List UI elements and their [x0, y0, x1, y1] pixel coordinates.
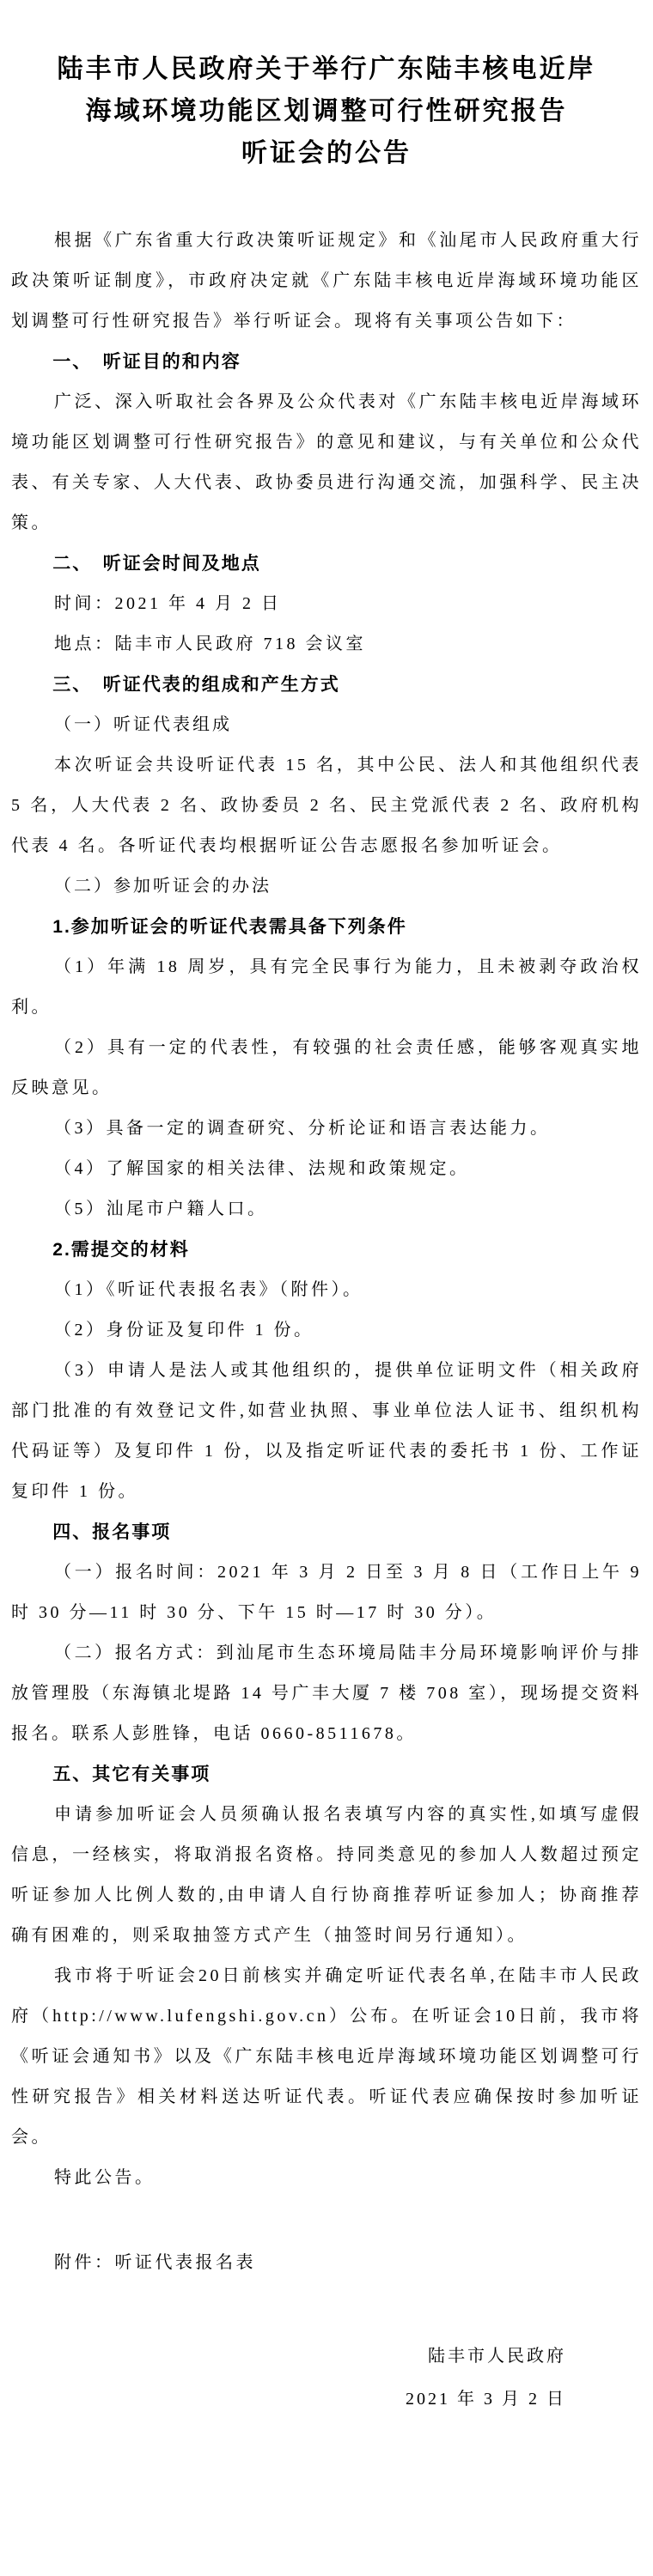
title-line-1: 陆丰市人民政府关于举行广东陆丰核电近岸 — [57, 55, 596, 83]
registration-time-paragraph: （一）报名时间：2021 年 3 月 2 日至 3 月 8 日（工作日上午 9 时 30 分—11 时 30 分、下午 15 时—17 时 30 分）。 — [11, 1563, 642, 1622]
signature-block — [11, 2335, 642, 2421]
other-matters-paragraph-1: 申请参加听证会人员须确认报名表填写内容的真实性,如填写虚假信息，一经核实，将取消报名资格。持同类意见的参加人人数超过预定听证参加人比例人数的,由申请人自行协商推荐听证参加人；协商推荐确有困难的，则采取抽签方式产生（抽签时间另行通知）。 — [11, 1805, 642, 1945]
signature-date: 2021 年 3 月 2 日 — [406, 2390, 566, 2409]
section-5-heading: 五、其它有关事项 — [52, 1765, 211, 1784]
section-3-heading: 三、 听证代表的组成和产生方式 — [52, 675, 340, 695]
participation-method-heading: （二）参加听证会的办法 — [54, 877, 272, 896]
rep-composition-heading: （一）听证代表组成 — [54, 715, 232, 734]
rep-composition-paragraph: 本次听证会共设听证代表 15 名，其中公民、法人和其他组织代表 5 名，人大代表 2 名、政协委员 2 名、民主党派代表 2 名、政府机构代表 4 名。各听证代表均根据听证公告志愿报名参加听证会。 — [11, 756, 642, 855]
condition-item-3: （3）具备一定的调查研究、分析论证和语言表达能力。 — [54, 1119, 551, 1138]
title-line-3: 听证会的公告 — [241, 139, 412, 167]
material-item-3: （3）申请人是法人或其他组织的，提供单位证明文件（相关政府部门批准的有效登记文件,如营业执照、事业单位法人证书、组织机构代码证等）及复印件 1 份，以及指定听证代表的委托书 1 份、工作证复印件 1 份。 — [11, 1361, 642, 1501]
other-matters-paragraph-2: 我市将于听证会20日前核实并确定听证代表名单,在陆丰市人民政府（http://www.lufengshi.gov.cn）公布。在听证会10日前，我市将《听证会通知书》以及《广东陆丰核电近岸海域环境功能区划调整可行性研究报告》相关材料送达听证代表。听证代表应确保按时参加听证会。 — [11, 1966, 642, 2147]
material-item-2: （2）身份证及复印件 1 份。 — [54, 1321, 314, 1340]
conditions-heading: 1.参加听证会的听证代表需具备下列条件 — [52, 917, 407, 937]
hearing-venue: 地点：陆丰市人民政府 718 会议室 — [54, 635, 366, 653]
section-4-heading: 四、报名事项 — [52, 1522, 172, 1542]
condition-item-4: （4）了解国家的相关法律、法规和政策规定。 — [54, 1159, 470, 1178]
title-line-2: 海域环境功能区划调整可行性研究报告 — [85, 97, 568, 125]
notice-title — [11, 48, 642, 174]
condition-item-5: （5）汕尾市户籍人口。 — [54, 1200, 268, 1218]
signature-issuer: 陆丰市人民政府 — [428, 2347, 566, 2366]
condition-item-1: （1）年满 18 周岁，具有完全民事行为能力，且未被剥夺政治权利。 — [11, 957, 642, 1017]
closing-statement: 特此公告。 — [54, 2168, 156, 2187]
materials-heading: 2.需提交的材料 — [52, 1240, 190, 1260]
intro-paragraph: 根据《广东省重大行政决策听证规定》和《汕尾市人民政府重大行政决策听证制度》，市政府决定就《广东陆丰核电近岸海域环境功能区划调整可行性研究报告》举行听证会。现将有关事项公告如下： — [11, 231, 642, 331]
registration-method-paragraph: （二）报名方式：到汕尾市生态环境局陆丰分局环境影响评价与排放管理股（东海镇北堤路 14 号广丰大厦 7 楼 708 室），现场提交资料报名。联系人彭胜锋，电话 0660-8511678。 — [11, 1643, 642, 1743]
condition-item-2: （2）具有一定的代表性，有较强的社会责任感，能够客观真实地反映意见。 — [11, 1038, 642, 1097]
hearing-time: 时间：2021 年 4 月 2 日 — [54, 594, 282, 613]
section-2-heading: 二、 听证会时间及地点 — [52, 554, 261, 574]
section-1-purpose-paragraph: 广泛、深入听取社会各界及公众代表对《广东陆丰核电近岸海域环境功能区划调整可行性研究报告》的意见和建议，与有关单位和公众代表、有关专家、人大代表、政协委员进行沟通交流，加强科学、民主决策。 — [11, 392, 642, 532]
section-1-heading: 一、 听证目的和内容 — [52, 352, 241, 372]
attachment-note: 附件：听证代表报名表 — [54, 2253, 256, 2272]
material-item-1: （1）《听证代表报名表》（附件）。 — [54, 1280, 363, 1299]
